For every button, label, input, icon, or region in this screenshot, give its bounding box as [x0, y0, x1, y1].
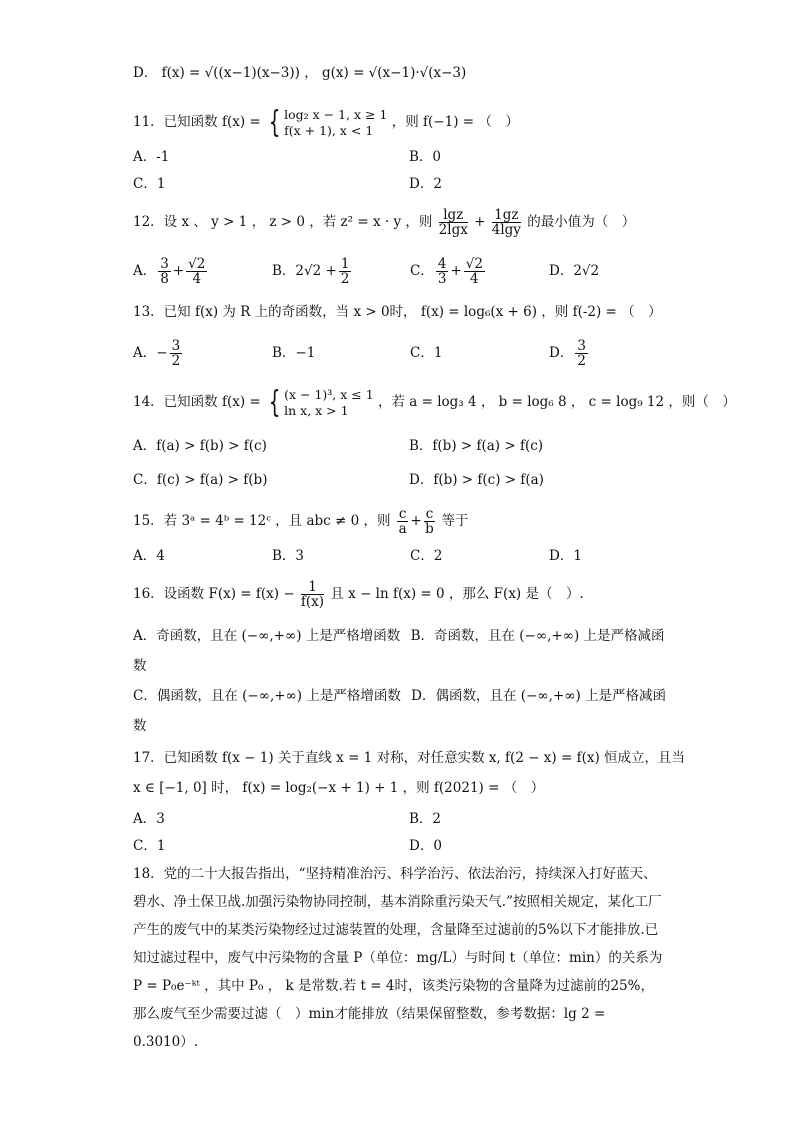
q16-options-row-1: [133, 626, 665, 646]
q10-f-def: f(x) = √((x−1)(x−3)): [161, 65, 300, 81]
q17-stem-line-1: 17．已知函数 f(x − 1) 关于直线 x = 1 对称，对任意实数 x, f(2 − x) = f(x) 恒成立，且当: [133, 750, 686, 766]
q12-option-b: B．2√2 + $\frac{1}{2}$: [272, 256, 350, 287]
q15-option-b: B．3: [272, 548, 305, 564]
q15-option-a: A．4: [133, 548, 165, 564]
q14-case-1: (x − 1)³, x ≤ 1: [284, 386, 374, 402]
q13-option-b: B．−1: [272, 345, 316, 361]
q17-option-b: B．2: [409, 811, 442, 827]
q14-function-name: f(x) =: [221, 394, 261, 410]
q15-options: [133, 546, 693, 566]
q11-option-c: C．1: [133, 176, 166, 192]
q12-options: [133, 254, 693, 288]
q10-separator: ，: [304, 65, 318, 81]
q11-case-2: f(x + 1), x < 1: [284, 122, 374, 138]
q12-condition: 12．设 x 、 y > 1 ， z > 0 ，若 z² = x · y ，则: [133, 214, 433, 230]
q17-option-a: A．3: [133, 811, 165, 827]
q17-options-row-2: [133, 836, 693, 856]
q12-option-c: C． $\frac{4}{3}$ + $\frac{√2}{4}$: [410, 256, 483, 287]
q14-case-2: ln x, x > 1: [284, 402, 349, 418]
q13-option-a: A．− $\frac{3}{2}$: [133, 338, 181, 369]
q17-stem-line-2: x ∈ [−1, 0] 时， f(x) = log₂(−x + 1) + 1 ，则 f(2021) = （ ）: [133, 780, 545, 796]
q16-option-c: C．偶函数，且在 (−∞,+∞) 上是严格增函数: [133, 688, 401, 704]
q11-question: ，则 f(−1) = （ ）: [391, 114, 519, 130]
q11-option-d: D．2: [409, 176, 442, 192]
q13-options: [133, 336, 693, 370]
q15-option-c: C．2: [410, 548, 443, 564]
q13-option-d: D． $\frac{3}{2}$: [549, 338, 586, 369]
q11-case-1: log₂ x − 1, x ≥ 1: [284, 106, 388, 122]
q17-option-c: C．1: [133, 838, 166, 854]
q10-option-d-label: D．: [133, 65, 158, 81]
q16-function: 16．设函数 F(x) = f(x) −: [133, 586, 295, 602]
q16-option-d-continued: 数: [133, 718, 147, 734]
q11-stem: [133, 104, 519, 140]
q12-fraction-1: $\frac{\lg z}{2\lg x}$: [438, 207, 468, 238]
q11-options-row-2: [133, 174, 693, 194]
q14-option-b: B．f(b) > f(a) > f(c): [409, 438, 544, 454]
q16-option-b: B．奇函数，且在 (−∞,+∞) 上是严格减函: [410, 628, 665, 644]
q11-option-a: A．-1: [133, 149, 170, 165]
q15-question: 等于: [441, 513, 469, 529]
q14-option-a: A．f(a) > f(b) > f(c): [133, 438, 267, 454]
q11-option-b: B．0: [409, 149, 442, 165]
q14-question: ，若 a = log₃ 4 ， b = log₆ 8 ， c = log₉ 12 ，则（ ）: [377, 394, 736, 410]
q11-piecewise: [265, 104, 388, 140]
q12-stem: 12．设 x 、 y > 1 ， z > 0 ，若 z² = x · y ，则 $\frac{\lg z}{2\lg x}$ + $\frac{1gz}{4\lg y}$ 的最小值为（ ）: [133, 207, 636, 238]
q16-option-a: A．奇函数，且在 (−∞,+∞) 上是严格增函数: [133, 628, 401, 644]
q15-condition: 15．若 3ᵃ = 4ᵇ = 12ᶜ ，且 abc ≠ 0 ，则: [133, 513, 391, 529]
q18-stem: 18．党的二十大报告指出，“坚持精准治污、科学治污、依法治污，持续深入打好蓝天、碧水、净土保卫战.加强污染物协同控制，基本消除重污染天气.”按照相关规定，某化工厂产生的废气中的某类污染物经过过滤装置的处理，含量降至过滤前的5%以下才能排放.已知过滤过程中，废气中污染物的含量 P（单位：mg/L）与时间 t（单位：min）的关系为 P = P₀e⁻ᵏᵗ ，其中 P₀ ， k 是常数.若 t = 4时，该类污染物的含量降为过滤前的25%，那么废气至少需要过滤（ ）min才能排放（结果保留整数，参考数据：lg 2 = 0.3010）.: [133, 866, 663, 1050]
q14-options-row-1: [133, 436, 693, 456]
q14-piecewise: [265, 384, 374, 420]
q12-fraction-2: $\frac{1gz}{4\lg y}$: [491, 207, 521, 238]
q16-option-b-continued: 数: [133, 658, 147, 674]
q15-stem: 15．若 3ᵃ = 4ᵇ = 12ᶜ ，且 abc ≠ 0 ，则 $\frac{c}{a}$ + $\frac{c}{b}$ 等于: [133, 506, 469, 537]
q15-option-d: D．1: [549, 548, 582, 564]
q12-option-a: A． $\frac{3}{8}$ + $\frac{√2}{4}$: [133, 256, 206, 287]
q10-g-def: g(x) = √(x−1)·√(x−3): [322, 65, 467, 81]
q10-option-d: [133, 63, 466, 83]
q16-question: 且 x − ln f(x) = 0 ，那么 F(x) 是（ ）.: [330, 586, 584, 602]
q11-options-row-1: [133, 147, 693, 167]
q12-option-d: D．2√2: [549, 263, 600, 279]
q11-number: 11．已知函数: [133, 114, 218, 130]
q17-options-row-1: [133, 809, 693, 829]
q16-options-row-2: [133, 686, 666, 706]
q14-stem: [133, 384, 736, 420]
brace-icon: {: [268, 384, 281, 420]
q11-function-name: f(x) =: [221, 114, 261, 130]
q16-option-d: D．偶函数，且在 (−∞,+∞) 上是严格减函: [411, 688, 667, 704]
q14-number: 14．已知函数: [133, 394, 218, 410]
q14-option-d: D．f(b) > f(c) > f(a): [409, 472, 544, 488]
q12-question: 的最小值为（ ）: [527, 214, 636, 230]
q16-stem: 16．设函数 F(x) = f(x) − $\frac{1}{f(x)}$ 且 x − ln f(x) = 0 ，那么 F(x) 是（ ）.: [133, 579, 584, 610]
brace-icon: {: [268, 104, 281, 140]
q13-stem: 13．已知 f(x) 为 R 上的奇函数，当 x > 0时， f(x) = log₆(x + 6) ，则 f(-2) = （ ）: [133, 304, 662, 320]
q14-option-c: C．f(c) > f(a) > f(b): [133, 472, 268, 488]
q14-options-row-2: [133, 470, 693, 490]
q13-option-c: C．1: [410, 345, 443, 361]
q17-option-d: D．0: [409, 838, 442, 854]
